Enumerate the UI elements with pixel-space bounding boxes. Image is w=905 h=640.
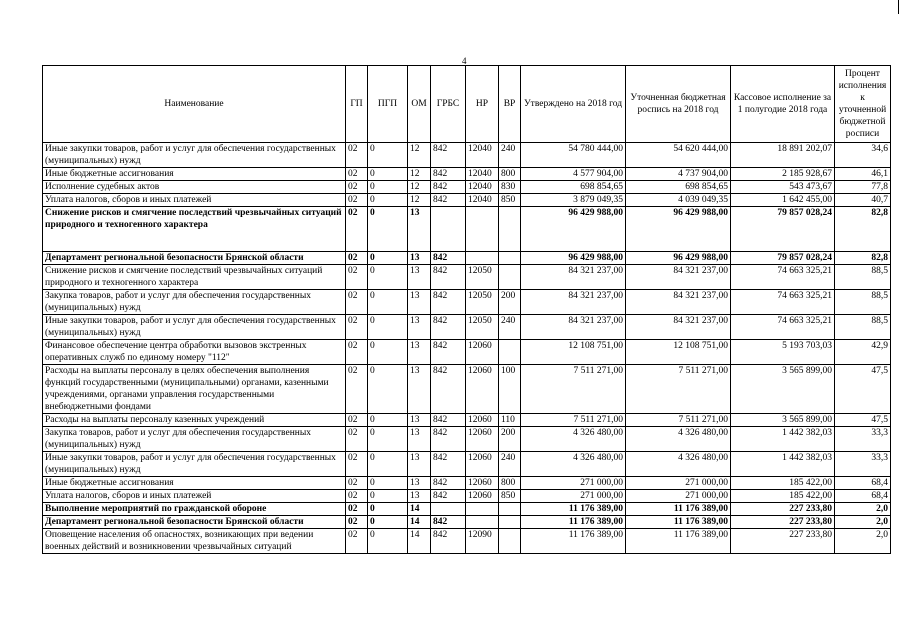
table-row: [43, 194, 891, 207]
row-om-cell: 12: [408, 194, 431, 207]
row-om-cell: 12: [408, 143, 431, 168]
row-vr-cell: 200: [499, 290, 521, 315]
row-refined-cell: 96 429 988,00: [626, 207, 731, 252]
row-vr-cell: [499, 207, 521, 252]
row-nr-cell: 12060: [466, 452, 499, 477]
row-name-cell: Оповещение населения об опасностях, возникающих при ведении военных действий и возникновении чрезвычайных ситуаций: [43, 529, 346, 554]
row-om-cell: 13: [408, 290, 431, 315]
row-gp-cell: 02: [346, 168, 368, 181]
row-percent-cell: 88,5: [835, 290, 891, 315]
row-grbs-cell: 842: [431, 290, 466, 315]
row-name-cell: Уплата налогов, сборов и иных платежей: [43, 194, 346, 207]
row-approved-cell: 7 511 271,00: [521, 365, 626, 414]
row-gp-cell: 02: [346, 503, 368, 516]
row-grbs-cell: 842: [431, 315, 466, 340]
row-pgp-cell: 0: [368, 290, 408, 315]
row-name-cell: Уплата налогов, сборов и иных платежей: [43, 490, 346, 503]
row-om-cell: 12: [408, 168, 431, 181]
row-gp-cell: 02: [346, 414, 368, 427]
header-executed: Кассовое исполнение за 1 полугодие 2018 года: [731, 66, 835, 143]
row-om-cell: 13: [408, 414, 431, 427]
row-pgp-cell: 0: [368, 503, 408, 516]
row-executed-cell: 18 891 202,07: [731, 143, 835, 168]
row-grbs-cell: 842: [431, 414, 466, 427]
row-gp-cell: 02: [346, 252, 368, 265]
row-gp-cell: 02: [346, 516, 368, 529]
row-grbs-cell: 842: [431, 452, 466, 477]
row-name-cell: Расходы на выплаты персоналу казенных учреждений: [43, 414, 346, 427]
row-executed-cell: 74 663 325,21: [731, 265, 835, 290]
row-percent-cell: 33,3: [835, 427, 891, 452]
row-nr-cell: 12060: [466, 365, 499, 414]
row-percent-cell: 46,1: [835, 168, 891, 181]
table-row: [43, 252, 891, 265]
row-refined-cell: 4 737 904,00: [626, 168, 731, 181]
row-refined-cell: 84 321 237,00: [626, 265, 731, 290]
row-approved-cell: 4 326 480,00: [521, 427, 626, 452]
page-edge-mark: [898, 0, 899, 14]
row-vr-cell: 240: [499, 315, 521, 340]
row-approved-cell: 96 429 988,00: [521, 252, 626, 265]
row-nr-cell: [466, 516, 499, 529]
row-vr-cell: 110: [499, 414, 521, 427]
row-percent-cell: 88,5: [835, 315, 891, 340]
table-row: [43, 290, 891, 315]
row-refined-cell: 11 176 389,00: [626, 529, 731, 554]
row-percent-cell: 40,7: [835, 194, 891, 207]
row-pgp-cell: 0: [368, 252, 408, 265]
row-gp-cell: 02: [346, 265, 368, 290]
header-gp: ГП: [346, 66, 368, 143]
row-om-cell: 13: [408, 365, 431, 414]
row-om-cell: 13: [408, 477, 431, 490]
row-executed-cell: 227 233,80: [731, 516, 835, 529]
row-gp-cell: 02: [346, 181, 368, 194]
row-pgp-cell: 0: [368, 414, 408, 427]
row-refined-cell: 84 321 237,00: [626, 290, 731, 315]
row-gp-cell: 02: [346, 452, 368, 477]
row-vr-cell: 240: [499, 452, 521, 477]
row-pgp-cell: 0: [368, 529, 408, 554]
row-name-cell: Финансовое обеспечение центра обработки вызовов экстренных оперативных служб по единому номеру "112": [43, 340, 346, 365]
row-vr-cell: 830: [499, 181, 521, 194]
row-executed-cell: 79 857 028,24: [731, 207, 835, 252]
row-gp-cell: 02: [346, 340, 368, 365]
row-gp-cell: 02: [346, 427, 368, 452]
row-refined-cell: 54 620 444,00: [626, 143, 731, 168]
row-grbs-cell: 842: [431, 168, 466, 181]
table-row: [43, 143, 891, 168]
row-pgp-cell: 0: [368, 427, 408, 452]
row-grbs-cell: 842: [431, 181, 466, 194]
row-percent-cell: 42,9: [835, 340, 891, 365]
row-executed-cell: 74 663 325,21: [731, 315, 835, 340]
row-vr-cell: 800: [499, 477, 521, 490]
row-grbs-cell: 842: [431, 477, 466, 490]
row-vr-cell: 850: [499, 194, 521, 207]
row-gp-cell: 02: [346, 477, 368, 490]
row-vr-cell: 850: [499, 490, 521, 503]
row-nr-cell: [466, 503, 499, 516]
row-om-cell: 12: [408, 181, 431, 194]
row-pgp-cell: 0: [368, 181, 408, 194]
row-refined-cell: 271 000,00: [626, 490, 731, 503]
row-executed-cell: 2 185 928,67: [731, 168, 835, 181]
row-name-cell: Закупка товаров, работ и услуг для обеспечения государственных (муниципальных) нужд: [43, 427, 346, 452]
row-grbs-cell: 842: [431, 490, 466, 503]
row-percent-cell: 33,3: [835, 452, 891, 477]
row-grbs-cell: 842: [431, 143, 466, 168]
table-row: [43, 315, 891, 340]
row-om-cell: 14: [408, 516, 431, 529]
row-gp-cell: 02: [346, 529, 368, 554]
row-vr-cell: 800: [499, 168, 521, 181]
row-nr-cell: [466, 252, 499, 265]
row-approved-cell: 11 176 389,00: [521, 503, 626, 516]
row-nr-cell: 12050: [466, 265, 499, 290]
row-name-cell: Снижение рисков и смягчение последствий чрезвычайных ситуаций природного и техногенного характера: [43, 265, 346, 290]
row-vr-cell: [499, 529, 521, 554]
table-row: [43, 207, 891, 252]
row-executed-cell: 3 565 899,00: [731, 365, 835, 414]
row-approved-cell: 84 321 237,00: [521, 265, 626, 290]
row-om-cell: 14: [408, 503, 431, 516]
row-approved-cell: 271 000,00: [521, 477, 626, 490]
table-row: [43, 181, 891, 194]
row-percent-cell: 47,5: [835, 365, 891, 414]
table-row: [43, 414, 891, 427]
row-name-cell: Расходы на выплаты персоналу в целях обеспечения выполнения функций государственными (муниципальными) органами, казенными учреждениями, органами управления государственными внебюджетными фондами: [43, 365, 346, 414]
row-approved-cell: 4 326 480,00: [521, 452, 626, 477]
row-om-cell: 13: [408, 207, 431, 252]
row-grbs-cell: 842: [431, 516, 466, 529]
header-refined: Уточненная бюджетная роспись на 2018 год: [626, 66, 731, 143]
row-executed-cell: 185 422,00: [731, 490, 835, 503]
row-approved-cell: 7 511 271,00: [521, 414, 626, 427]
row-refined-cell: 7 511 271,00: [626, 365, 731, 414]
row-refined-cell: 4 039 049,35: [626, 194, 731, 207]
row-name-cell: Иные закупки товаров, работ и услуг для обеспечения государственных (муниципальных) нужд: [43, 452, 346, 477]
row-refined-cell: 12 108 751,00: [626, 340, 731, 365]
row-grbs-cell: 842: [431, 265, 466, 290]
row-nr-cell: [466, 207, 499, 252]
row-vr-cell: 100: [499, 365, 521, 414]
row-gp-cell: 02: [346, 194, 368, 207]
row-approved-cell: 54 780 444,00: [521, 143, 626, 168]
row-nr-cell: 12050: [466, 315, 499, 340]
row-nr-cell: 12040: [466, 143, 499, 168]
row-executed-cell: 185 422,00: [731, 477, 835, 490]
row-grbs-cell: 842: [431, 252, 466, 265]
row-name-cell: Иные закупки товаров, работ и услуг для обеспечения государственных (муниципальных) нужд: [43, 143, 346, 168]
row-percent-cell: 2,0: [835, 503, 891, 516]
row-gp-cell: 02: [346, 207, 368, 252]
row-om-cell: 13: [408, 252, 431, 265]
row-om-cell: 13: [408, 315, 431, 340]
table-row: [43, 265, 891, 290]
row-approved-cell: 84 321 237,00: [521, 290, 626, 315]
table-row: [43, 477, 891, 490]
row-vr-cell: [499, 503, 521, 516]
row-refined-cell: 11 176 389,00: [626, 503, 731, 516]
row-vr-cell: [499, 252, 521, 265]
row-name-cell: Выполнение мероприятий по гражданской обороне: [43, 503, 346, 516]
row-nr-cell: 12040: [466, 181, 499, 194]
row-pgp-cell: 0: [368, 315, 408, 340]
row-nr-cell: 12050: [466, 290, 499, 315]
row-om-cell: 13: [408, 427, 431, 452]
row-nr-cell: 12060: [466, 427, 499, 452]
row-pgp-cell: 0: [368, 490, 408, 503]
row-refined-cell: 11 176 389,00: [626, 516, 731, 529]
row-percent-cell: 82,8: [835, 207, 891, 252]
row-grbs-cell: [431, 207, 466, 252]
row-vr-cell: 200: [499, 427, 521, 452]
row-om-cell: 13: [408, 490, 431, 503]
row-vr-cell: 240: [499, 143, 521, 168]
row-approved-cell: 11 176 389,00: [521, 516, 626, 529]
row-percent-cell: 2,0: [835, 529, 891, 554]
row-gp-cell: 02: [346, 490, 368, 503]
header-pgp: ПГП: [368, 66, 408, 143]
row-percent-cell: 77,8: [835, 181, 891, 194]
row-percent-cell: 2,0: [835, 516, 891, 529]
row-approved-cell: 96 429 988,00: [521, 207, 626, 252]
row-executed-cell: 1 642 455,00: [731, 194, 835, 207]
row-om-cell: 14: [408, 529, 431, 554]
row-name-cell: Иные бюджетные ассигнования: [43, 168, 346, 181]
row-nr-cell: 12060: [466, 490, 499, 503]
row-grbs-cell: 842: [431, 427, 466, 452]
table-row: [43, 168, 891, 181]
table-row: [43, 516, 891, 529]
row-pgp-cell: 0: [368, 265, 408, 290]
row-pgp-cell: 0: [368, 452, 408, 477]
row-pgp-cell: 0: [368, 477, 408, 490]
table-header-row: [43, 66, 891, 143]
row-name-cell: Иные закупки товаров, работ и услуг для обеспечения государственных (муниципальных) нужд: [43, 315, 346, 340]
row-refined-cell: 4 326 480,00: [626, 427, 731, 452]
row-name-cell: Снижение рисков и смягчение последствий чрезвычайных ситуаций природного и техногенного характера: [43, 207, 346, 252]
row-name-cell: Закупка товаров, работ и услуг для обеспечения государственных (муниципальных) нужд: [43, 290, 346, 315]
row-executed-cell: 79 857 028,24: [731, 252, 835, 265]
row-nr-cell: 12040: [466, 168, 499, 181]
row-pgp-cell: 0: [368, 365, 408, 414]
row-pgp-cell: 0: [368, 143, 408, 168]
row-pgp-cell: 0: [368, 516, 408, 529]
row-pgp-cell: 0: [368, 207, 408, 252]
row-executed-cell: 227 233,80: [731, 503, 835, 516]
row-om-cell: 13: [408, 265, 431, 290]
row-om-cell: 13: [408, 340, 431, 365]
table-row: [43, 490, 891, 503]
table-row: [43, 503, 891, 516]
row-om-cell: 13: [408, 452, 431, 477]
header-om: ОМ: [408, 66, 431, 143]
row-gp-cell: 02: [346, 143, 368, 168]
row-executed-cell: 1 442 382,03: [731, 427, 835, 452]
table-row: [43, 452, 891, 477]
header-nr: НР: [466, 66, 499, 143]
row-percent-cell: 68,4: [835, 477, 891, 490]
row-percent-cell: 68,4: [835, 490, 891, 503]
row-percent-cell: 82,8: [835, 252, 891, 265]
row-nr-cell: 12090: [466, 529, 499, 554]
row-executed-cell: 74 663 325,21: [731, 290, 835, 315]
row-grbs-cell: 842: [431, 365, 466, 414]
row-name-cell: Исполнение судебных актов: [43, 181, 346, 194]
row-vr-cell: [499, 340, 521, 365]
row-name-cell: Департамент региональной безопасности Брянской области: [43, 516, 346, 529]
row-grbs-cell: 842: [431, 529, 466, 554]
row-approved-cell: 4 577 904,00: [521, 168, 626, 181]
row-approved-cell: 698 854,65: [521, 181, 626, 194]
row-refined-cell: 271 000,00: [626, 477, 731, 490]
row-approved-cell: 271 000,00: [521, 490, 626, 503]
table-row: [43, 427, 891, 452]
row-nr-cell: 12060: [466, 340, 499, 365]
row-gp-cell: 02: [346, 365, 368, 414]
budget-table: [42, 65, 891, 554]
page-number: 4: [462, 56, 467, 66]
row-grbs-cell: [431, 503, 466, 516]
row-percent-cell: 47,5: [835, 414, 891, 427]
header-percent: Процент исполнения к уточненной бюджетной росписи: [835, 66, 891, 143]
row-refined-cell: 84 321 237,00: [626, 315, 731, 340]
row-executed-cell: 227 233,80: [731, 529, 835, 554]
row-executed-cell: 1 442 382,03: [731, 452, 835, 477]
row-gp-cell: 02: [346, 315, 368, 340]
row-grbs-cell: 842: [431, 194, 466, 207]
row-refined-cell: 4 326 480,00: [626, 452, 731, 477]
row-approved-cell: 11 176 389,00: [521, 529, 626, 554]
row-vr-cell: [499, 265, 521, 290]
header-grbs: ГРБС: [431, 66, 466, 143]
row-approved-cell: 3 879 049,35: [521, 194, 626, 207]
row-vr-cell: [499, 516, 521, 529]
row-approved-cell: 84 321 237,00: [521, 315, 626, 340]
row-percent-cell: 88,5: [835, 265, 891, 290]
row-executed-cell: 5 193 703,03: [731, 340, 835, 365]
row-refined-cell: 698 854,65: [626, 181, 731, 194]
row-refined-cell: 96 429 988,00: [626, 252, 731, 265]
row-grbs-cell: 842: [431, 340, 466, 365]
row-pgp-cell: 0: [368, 168, 408, 181]
row-executed-cell: 543 473,67: [731, 181, 835, 194]
row-nr-cell: 12060: [466, 414, 499, 427]
table-row: [43, 529, 891, 554]
row-approved-cell: 12 108 751,00: [521, 340, 626, 365]
table-row: [43, 365, 891, 414]
row-refined-cell: 7 511 271,00: [626, 414, 731, 427]
row-name-cell: Иные бюджетные ассигнования: [43, 477, 346, 490]
table-row: [43, 340, 891, 365]
row-name-cell: Департамент региональной безопасности Брянской области: [43, 252, 346, 265]
row-pgp-cell: 0: [368, 340, 408, 365]
header-name: Наименование: [43, 66, 346, 143]
row-pgp-cell: 0: [368, 194, 408, 207]
row-executed-cell: 3 565 899,00: [731, 414, 835, 427]
row-percent-cell: 34,6: [835, 143, 891, 168]
header-approved: Утверждено на 2018 год: [521, 66, 626, 143]
row-gp-cell: 02: [346, 290, 368, 315]
row-nr-cell: 12060: [466, 477, 499, 490]
header-vr: ВР: [499, 66, 521, 143]
row-nr-cell: 12040: [466, 194, 499, 207]
